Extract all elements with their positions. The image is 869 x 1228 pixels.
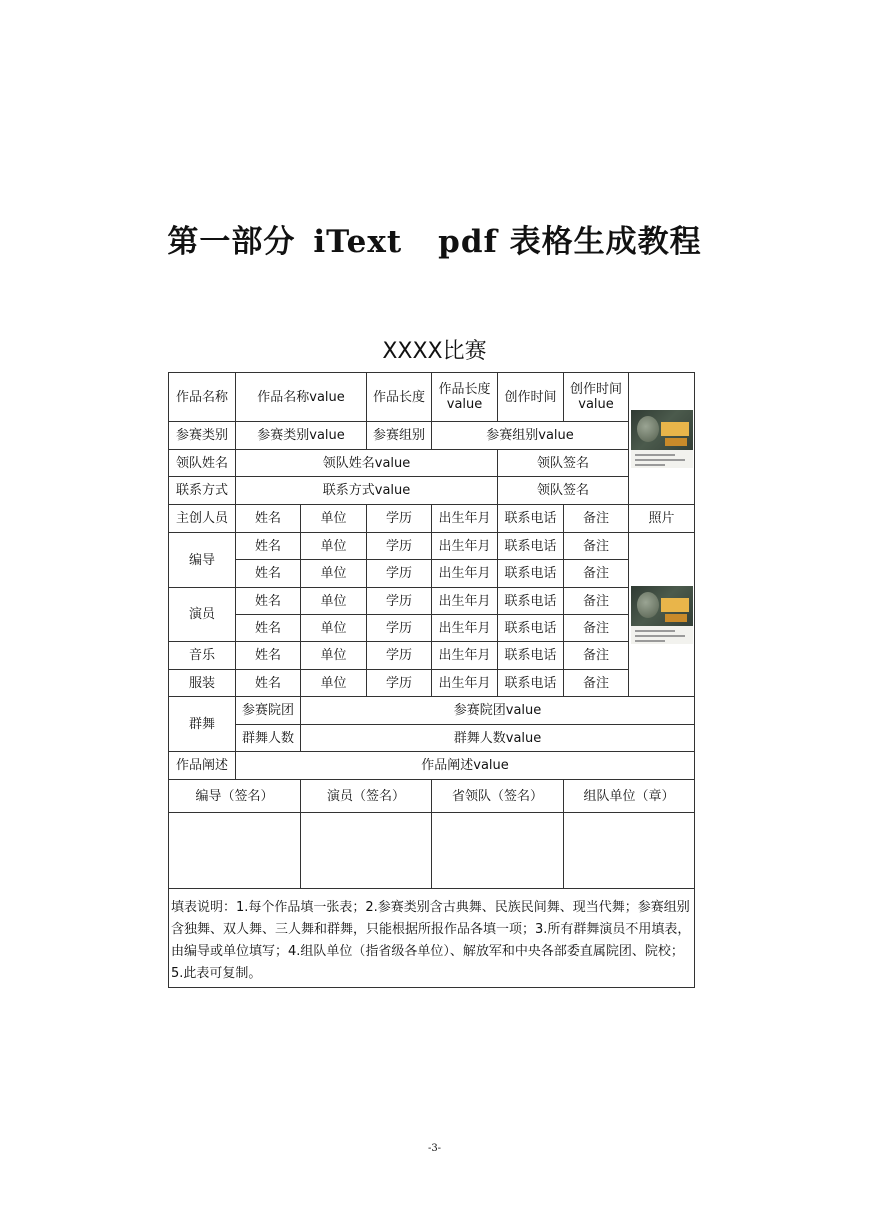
- role-costume: 服装: [169, 670, 236, 697]
- table-row: [169, 642, 695, 670]
- col-header-phone: 联系电话: [498, 505, 564, 533]
- table-row: [169, 477, 695, 505]
- cell-birth: 出生年月: [432, 615, 498, 642]
- cell-edu: 学历: [367, 560, 432, 588]
- role-performer: 演员: [169, 588, 236, 642]
- cell-note: 备注: [564, 560, 629, 588]
- sign-box-unit: [564, 813, 695, 889]
- sign-box-performer: [301, 813, 432, 889]
- desc-value: 作品阐述value: [236, 752, 695, 780]
- table-row: [169, 725, 695, 752]
- photo-image: [631, 410, 693, 468]
- fill-instructions: 填表说明：1.每个作品填一张表；2.参赛类别含古典舞、民族民间舞、现当代舞；参赛组别含独舞、双人舞、三人舞和群舞，只能根据所报作品各填一项；3.所有群舞演员不用填表，由编导或单位填写；4.组队单位（指省级各单位）、解放军和中央各部委直属院团、院校；5.此表可复制。: [169, 889, 695, 988]
- entry-form-table: [168, 372, 695, 988]
- photo-cell: [629, 373, 695, 505]
- cell-note: 备注: [564, 533, 629, 560]
- cell-unit: 单位: [301, 615, 367, 642]
- contact-sign-label: 领队签名: [498, 477, 629, 505]
- cell-phone: 联系电话: [498, 615, 564, 642]
- contact-label: 联系方式: [169, 477, 236, 505]
- cell-name: 姓名: [236, 615, 301, 642]
- cell-name: 姓名: [236, 642, 301, 670]
- page-number: -3-: [427, 1143, 442, 1154]
- table-row: [169, 588, 695, 615]
- cell-phone: 联系电话: [498, 642, 564, 670]
- cell-phone: 联系电话: [498, 588, 564, 615]
- cell-note: 备注: [564, 588, 629, 615]
- heading-part: 第一部分: [167, 224, 296, 260]
- table-row: [169, 505, 695, 533]
- created-time-value: 创作时间value: [564, 373, 629, 422]
- cell-edu: 学历: [367, 615, 432, 642]
- work-length-value: 作品长度value: [432, 373, 498, 422]
- cell-name: 姓名: [236, 533, 301, 560]
- cell-name: 姓名: [236, 560, 301, 588]
- col-header-edu: 学历: [367, 505, 432, 533]
- cell-edu: 学历: [367, 588, 432, 615]
- cell-unit: 单位: [301, 642, 367, 670]
- table-row: [169, 450, 695, 477]
- cell-phone: 联系电话: [498, 670, 564, 697]
- troupe-value: 参赛院团value: [301, 697, 695, 725]
- table-row: [169, 373, 695, 422]
- troupe-label: 参赛院团: [236, 697, 301, 725]
- cell-phone: 联系电话: [498, 560, 564, 588]
- table-row: [169, 533, 695, 560]
- col-header-birth: 出生年月: [432, 505, 498, 533]
- dancers-value: 群舞人数value: [301, 725, 695, 752]
- page-heading: [0, 216, 869, 261]
- role-choreographer: 编导: [169, 533, 236, 588]
- col-header-photo: 照片: [629, 505, 695, 533]
- heading-lib: iText: [313, 224, 403, 260]
- cell-unit: 单位: [301, 560, 367, 588]
- cell-note: 备注: [564, 670, 629, 697]
- heading-rest: pdf 表格生成教程: [438, 224, 702, 260]
- creators-label: 主创人员: [169, 505, 236, 533]
- cell-unit: 单位: [301, 588, 367, 615]
- cell-edu: 学历: [367, 642, 432, 670]
- col-header-note: 备注: [564, 505, 629, 533]
- member-photo-image: [631, 586, 693, 644]
- table-row: [169, 780, 695, 813]
- work-name-value: 作品名称value: [236, 373, 367, 422]
- group-label: 参赛组别: [367, 422, 432, 450]
- cell-note: 备注: [564, 615, 629, 642]
- dancers-label: 群舞人数: [236, 725, 301, 752]
- role-music: 音乐: [169, 642, 236, 670]
- sign-performer: 演员（签名）: [301, 780, 432, 813]
- cell-edu: 学历: [367, 533, 432, 560]
- desc-label: 作品阐述: [169, 752, 236, 780]
- sign-unit: 组队单位（章）: [564, 780, 695, 813]
- table-row: [169, 615, 695, 642]
- col-header-unit: 单位: [301, 505, 367, 533]
- cell-name: 姓名: [236, 670, 301, 697]
- cell-birth: 出生年月: [432, 588, 498, 615]
- table-row: [169, 422, 695, 450]
- created-time-label: 创作时间: [498, 373, 564, 422]
- cell-birth: 出生年月: [432, 670, 498, 697]
- category-label: 参赛类别: [169, 422, 236, 450]
- work-name-label: 作品名称: [169, 373, 236, 422]
- sign-box-choreographer: [169, 813, 301, 889]
- cell-birth: 出生年月: [432, 560, 498, 588]
- form-title: XXXX比赛: [382, 339, 487, 364]
- work-length-label: 作品长度: [367, 373, 432, 422]
- cell-unit: 单位: [301, 670, 367, 697]
- table-row: [169, 813, 695, 889]
- cell-birth: 出生年月: [432, 533, 498, 560]
- leader-name-value: 领队姓名value: [236, 450, 498, 477]
- cell-phone: 联系电话: [498, 533, 564, 560]
- member-photo-cell: [629, 533, 695, 697]
- category-value: 参赛类别value: [236, 422, 367, 450]
- cell-edu: 学历: [367, 670, 432, 697]
- cell-unit: 单位: [301, 533, 367, 560]
- cell-note: 备注: [564, 642, 629, 670]
- table-row: [169, 670, 695, 697]
- table-row: [169, 560, 695, 588]
- leader-name-label: 领队姓名: [169, 450, 236, 477]
- cell-name: 姓名: [236, 588, 301, 615]
- col-header-name: 姓名: [236, 505, 301, 533]
- group-value: 参赛组别value: [432, 422, 629, 450]
- sign-province-leader: 省领队（签名）: [432, 780, 564, 813]
- table-row: [169, 752, 695, 780]
- cell-birth: 出生年月: [432, 642, 498, 670]
- table-row: [169, 889, 695, 988]
- contact-value: 联系方式value: [236, 477, 498, 505]
- table-row: [169, 697, 695, 725]
- sign-choreographer: 编导（签名）: [169, 780, 301, 813]
- sign-box-province-leader: [432, 813, 564, 889]
- leader-sign-label: 领队签名: [498, 450, 629, 477]
- group-dance-label: 群舞: [169, 697, 236, 752]
